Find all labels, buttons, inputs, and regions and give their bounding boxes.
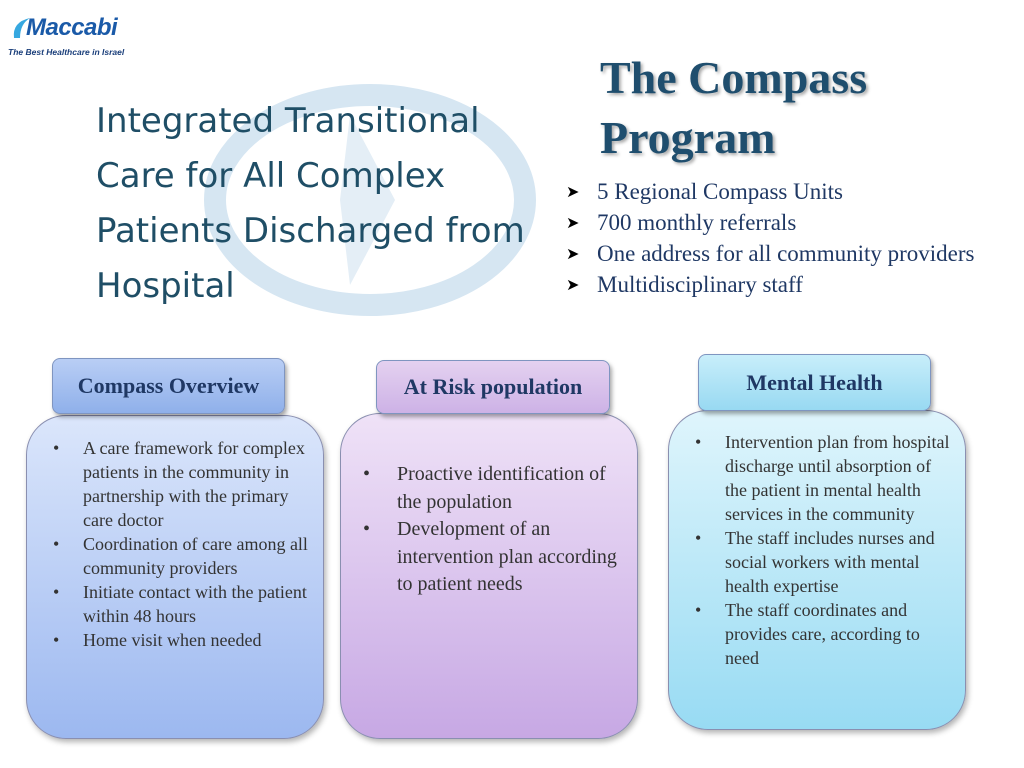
- arrow-bullet-icon: ➤: [566, 275, 580, 294]
- mental-health-header-label: Mental Health: [746, 369, 883, 395]
- program-bullet: [566, 176, 975, 207]
- maccabi-logo: [6, 10, 136, 60]
- at-risk-list: [363, 461, 627, 599]
- compass-overview-panel: [26, 415, 324, 739]
- list-item: • Intervention plan from hospital discharge until absorption of the patient in mental health services in the community: [695, 430, 955, 526]
- mental-health-panel: [668, 410, 966, 730]
- compass-overview-header: [52, 358, 285, 414]
- compass-overview-header-label: Compass Overview: [77, 373, 260, 398]
- program-bullet-text: One address for all community providers: [597, 241, 975, 266]
- list-item: • Initiate contact with the patient within 48 hours: [53, 580, 313, 628]
- list-item: • The staff coordinates and provides care, according to need: [695, 598, 955, 670]
- list-item: • The staff includes nurses and social workers with mental health expertise: [695, 526, 955, 598]
- mental-health-header: [698, 354, 931, 411]
- at-risk-panel: [340, 413, 638, 739]
- arrow-bullet-icon: ➤: [566, 182, 580, 201]
- program-bullet-text: 5 Regional Compass Units: [597, 179, 843, 204]
- arrow-bullet-icon: ➤: [566, 213, 580, 232]
- logo-tagline: The Best Healthcare in Israel: [8, 47, 125, 57]
- at-risk-header: [376, 360, 610, 414]
- program-title: The Compass Program: [600, 52, 868, 163]
- program-bullet: [566, 238, 975, 269]
- at-risk-header-label: At Risk population: [403, 374, 583, 399]
- compass-overview-list: [53, 436, 313, 652]
- program-bullet-text: Multidisciplinary staff: [597, 272, 803, 297]
- main-title: Integrated Transitional Care for All Complex Patients Discharged from Hospital: [96, 101, 525, 306]
- arrow-bullet-icon: ➤: [566, 244, 580, 263]
- list-item: • Proactive identification of the population: [363, 461, 627, 516]
- list-item: • Coordination of care among all community providers: [53, 532, 313, 580]
- program-bullet-list: [566, 176, 975, 300]
- program-bullet-text: 700 monthly referrals: [597, 210, 797, 235]
- mental-health-list: [695, 430, 955, 670]
- logo-wordmark: Maccabi: [26, 14, 118, 41]
- list-item: • Home visit when needed: [53, 628, 313, 652]
- list-item: • A care framework for complex patients in the community in partnership with the primary care doctor: [53, 436, 313, 532]
- list-item: • Development of an intervention plan according to patient needs: [363, 516, 627, 599]
- program-bullet: [566, 269, 975, 300]
- program-bullet: [566, 207, 975, 238]
